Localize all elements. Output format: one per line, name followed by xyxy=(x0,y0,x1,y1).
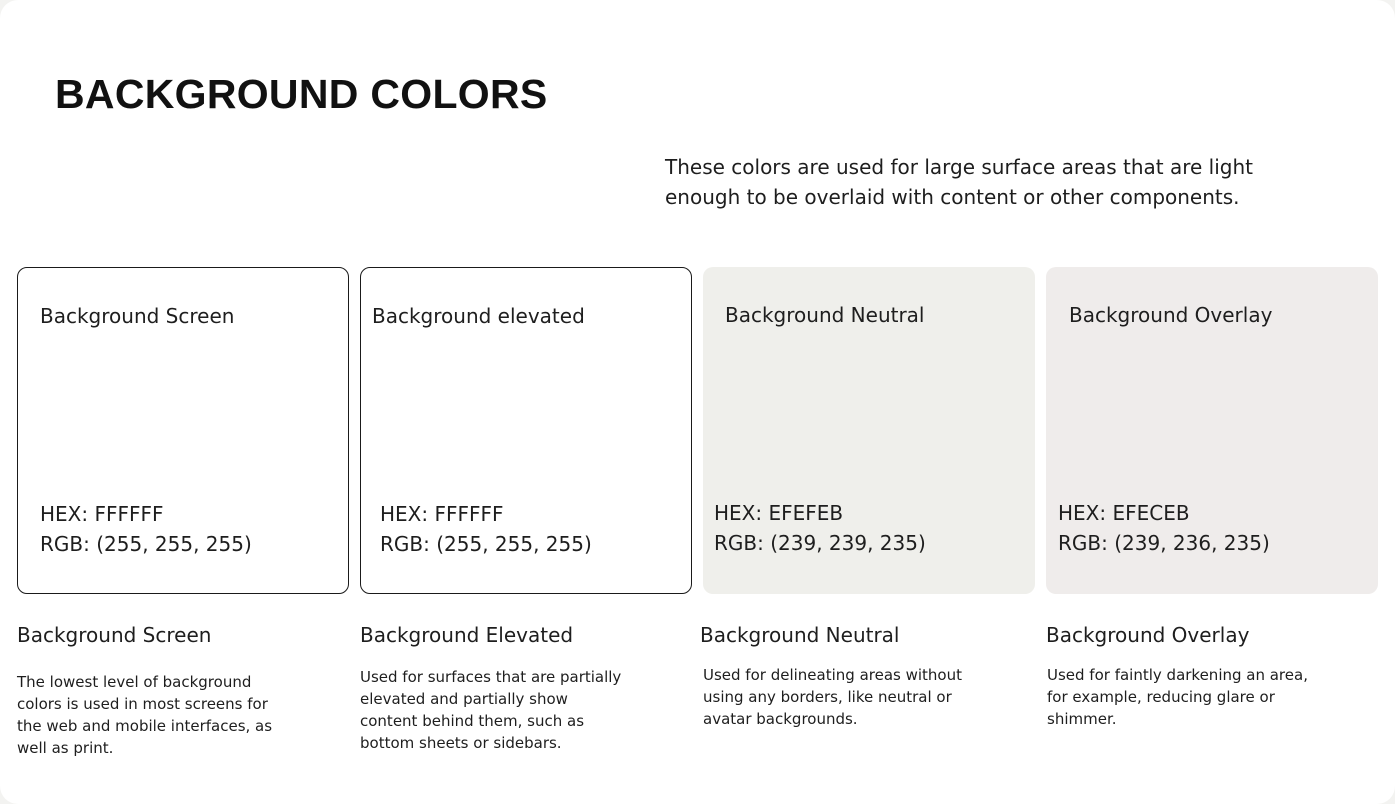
swatch-values xyxy=(714,498,926,558)
page-title: BACKGROUND COLORS xyxy=(55,71,548,117)
swatch-hex: HEX: EFECEB xyxy=(1058,501,1190,525)
swatch-values xyxy=(40,499,252,559)
swatch-rgb: RGB: (255, 255, 255) xyxy=(380,532,592,556)
swatch-background-overlay xyxy=(1046,267,1378,594)
swatch-rgb: RGB: (239, 236, 235) xyxy=(1058,531,1270,555)
swatch-name: Background Neutral xyxy=(725,303,925,327)
color-description-background-neutral: Used for delineating areas without using any borders, like neutral or avatar backgrounds. xyxy=(703,666,962,728)
swatch-background-screen xyxy=(17,267,349,594)
swatch-rgb: RGB: (239, 239, 235) xyxy=(714,531,926,555)
swatch-values xyxy=(380,499,592,559)
swatch-name: Background Screen xyxy=(40,304,235,328)
swatch-background-neutral xyxy=(703,267,1035,594)
color-label-background-screen: Background Screen xyxy=(17,623,212,647)
swatch-background-elevated xyxy=(360,267,692,594)
swatch-hex: HEX: FFFFFF xyxy=(40,502,164,526)
swatch-hex: HEX: FFFFFF xyxy=(380,502,504,526)
color-description-background-elevated: Used for surfaces that are partially elevated and partially show content behind them, such as bottom sheets or sidebars. xyxy=(360,668,622,752)
color-label-background-overlay: Background Overlay xyxy=(1046,623,1250,647)
swatch-hex: HEX: EFEFEB xyxy=(714,501,844,525)
color-description-background-overlay: Used for faintly darkening an area, for example, reducing glare or shimmer. xyxy=(1047,666,1308,728)
swatch-rgb: RGB: (255, 255, 255) xyxy=(40,532,252,556)
color-description-background-screen: The lowest level of background colors is used in most screens for the web and mobile interfaces, as well as print. xyxy=(17,673,273,757)
color-label-background-elevated: Background Elevated xyxy=(360,623,574,647)
color-label-background-neutral: Background Neutral xyxy=(700,623,900,647)
swatch-name: Background Overlay xyxy=(1069,303,1273,327)
swatch-name: Background elevated xyxy=(372,304,585,328)
intro-text: These colors are used for large surface areas that are light enough to be overlaid with content or other components. xyxy=(665,155,1254,209)
swatch-values xyxy=(1058,498,1270,558)
